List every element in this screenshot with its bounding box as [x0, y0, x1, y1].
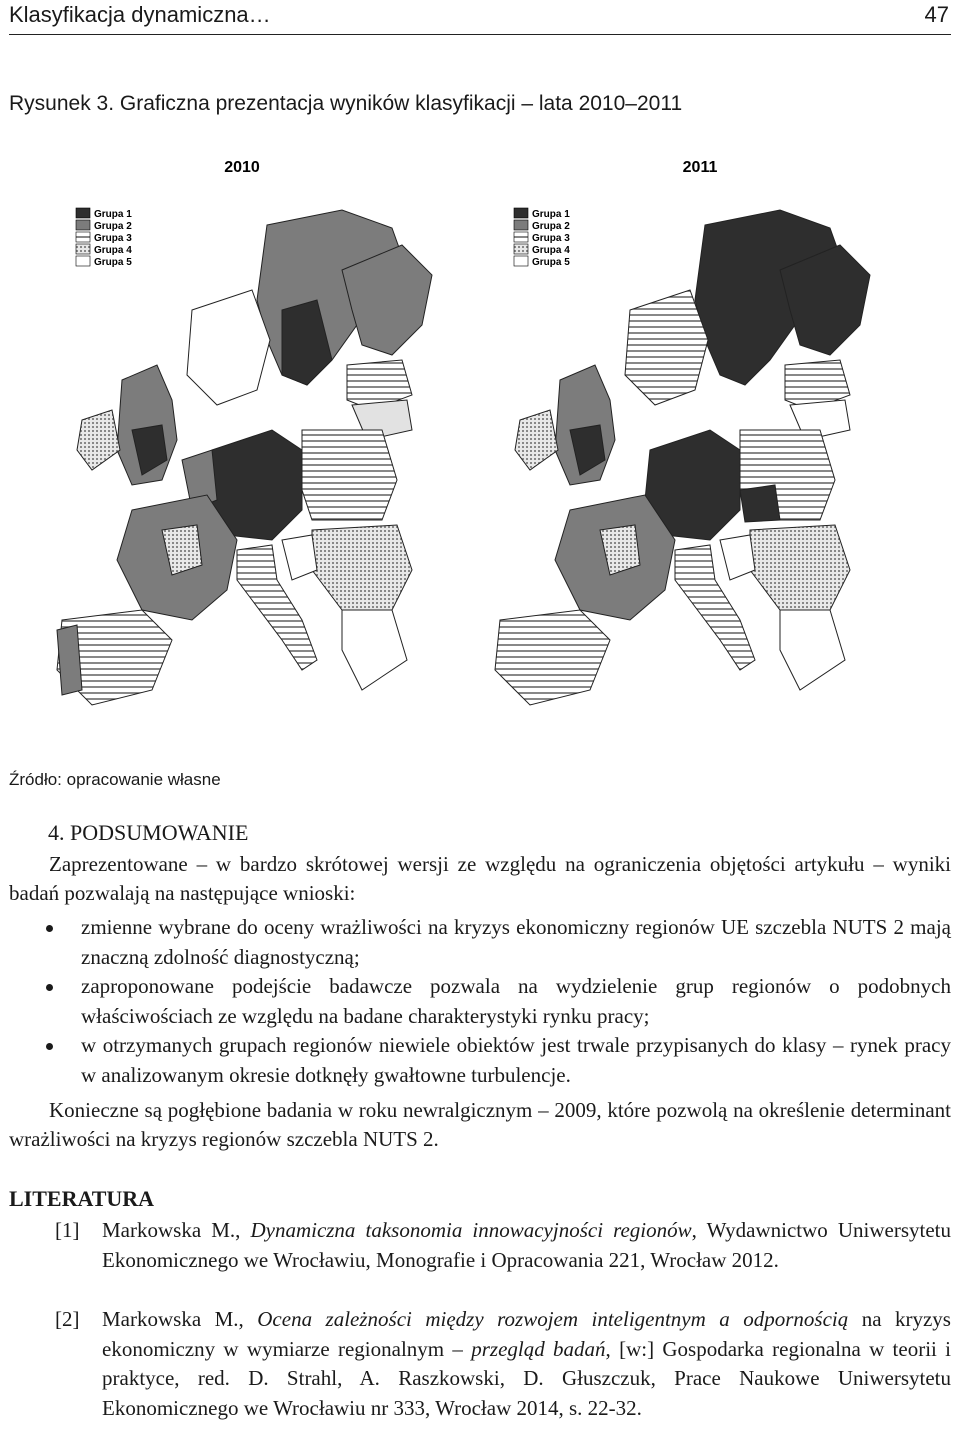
reference-2	[55, 1305, 951, 1423]
map-2011	[490, 150, 950, 720]
map-legend	[76, 208, 132, 268]
map-2010	[12, 150, 472, 720]
legend-group-3: Grupa 3	[94, 233, 132, 244]
bullet-icon	[46, 1043, 53, 1050]
map-regions	[57, 210, 432, 705]
conclusions-list	[9, 913, 951, 1090]
running-title: Klasyfikacja dynamiczna…	[9, 2, 271, 27]
reference-title: Dynamiczna taksonomia innowacyjności regionów	[250, 1218, 692, 1242]
bullet-icon	[46, 925, 53, 932]
list-item: w otrzymanych grupach regionów niewiele obiektów jest trwale przypisanych do klasy – rynek pracy w analizowanym okresie dotknęły gwałtowne turbulencje.	[9, 1031, 951, 1090]
figure-caption: Rysunek 3. Graficzna prezentacja wyników klasyfikacji – lata 2010–2011	[9, 92, 683, 115]
legend-group-4: Grupa 4	[94, 245, 132, 256]
reference-text: na kryzys ekonomiczny w wymiarze regionalnym –	[102, 1307, 951, 1361]
map-year-label: 2010	[224, 159, 260, 176]
summary-conclusion: Konieczne są pogłębione badania w roku newralgicznym – 2009, które pozwolą na określenie determinant wrażliwości na kryzys regionów szczebla NUTS 2.	[9, 1098, 951, 1151]
page-header	[9, 0, 951, 35]
legend-group-1: Grupa 1	[94, 209, 132, 220]
legend-group-1: Grupa 1	[532, 209, 570, 220]
reference-title-cont: przegląd badań	[471, 1336, 606, 1361]
list-item: zaproponowane podejście badawcze pozwala na wydzielenie grup regionów o podobnych właściwościach ze względu na badane charakterystyki rynku pracy;	[9, 972, 951, 1031]
reference-details: , [w:] Gospodarka regionalna w teorii i praktyce, red. D. Strahl, A. Raszkowski, D. Głuszczuk, Prace Naukowe Uniwersytetu Ekonomicznego we Wrocławiu nr 333, Wrocław 2014, s. 22-32.	[102, 1336, 952, 1420]
reference-details: , Wydawnictwo Uniwersytetu Ekonomicznego we Wrocławiu, Monografie i Opracowania 221, Wrocław 2012.	[102, 1218, 951, 1272]
europe-map-2011	[490, 150, 950, 720]
bullet-icon	[46, 984, 53, 991]
legend-group-5: Grupa 5	[94, 257, 132, 268]
reference-number: [2]	[55, 1307, 80, 1331]
literature-heading: LITERATURA	[9, 1186, 155, 1211]
map-year-label: 2011	[682, 159, 718, 176]
reference-1	[55, 1216, 951, 1275]
europe-map-2010	[12, 150, 472, 720]
legend-group-4: Grupa 4	[532, 245, 570, 256]
summary-intro: Zaprezentowane – w bardzo skrótowej wersji ze względu na ograniczenia objętości artykułu – wyniki badań pozwalają na następujące wnioski:	[9, 852, 951, 905]
reference-author: Markowska M.,	[102, 1307, 258, 1331]
section-heading: 4. PODSUMOWANIE	[48, 820, 249, 845]
legend-group-2: Grupa 2	[94, 221, 132, 232]
map-legend	[514, 208, 570, 268]
reference-title: Ocena zależności między rozwojem inteligentnym a odpornością	[257, 1307, 849, 1331]
map-regions	[495, 210, 870, 705]
figure-source: Źródło: opracowanie własne	[9, 770, 221, 789]
legend-group-3: Grupa 3	[532, 233, 570, 244]
list-item: zmienne wybrane do oceny wrażliwości na kryzys ekonomiczny regionów UE szczebla NUTS 2 mają znaczną zdolność diagnostyczną;	[9, 913, 951, 972]
legend-group-5: Grupa 5	[532, 257, 570, 268]
legend-group-2: Grupa 2	[532, 221, 570, 232]
page-number: 47	[924, 2, 949, 27]
reference-number: [1]	[55, 1218, 80, 1242]
reference-author: Markowska M.,	[102, 1218, 251, 1242]
